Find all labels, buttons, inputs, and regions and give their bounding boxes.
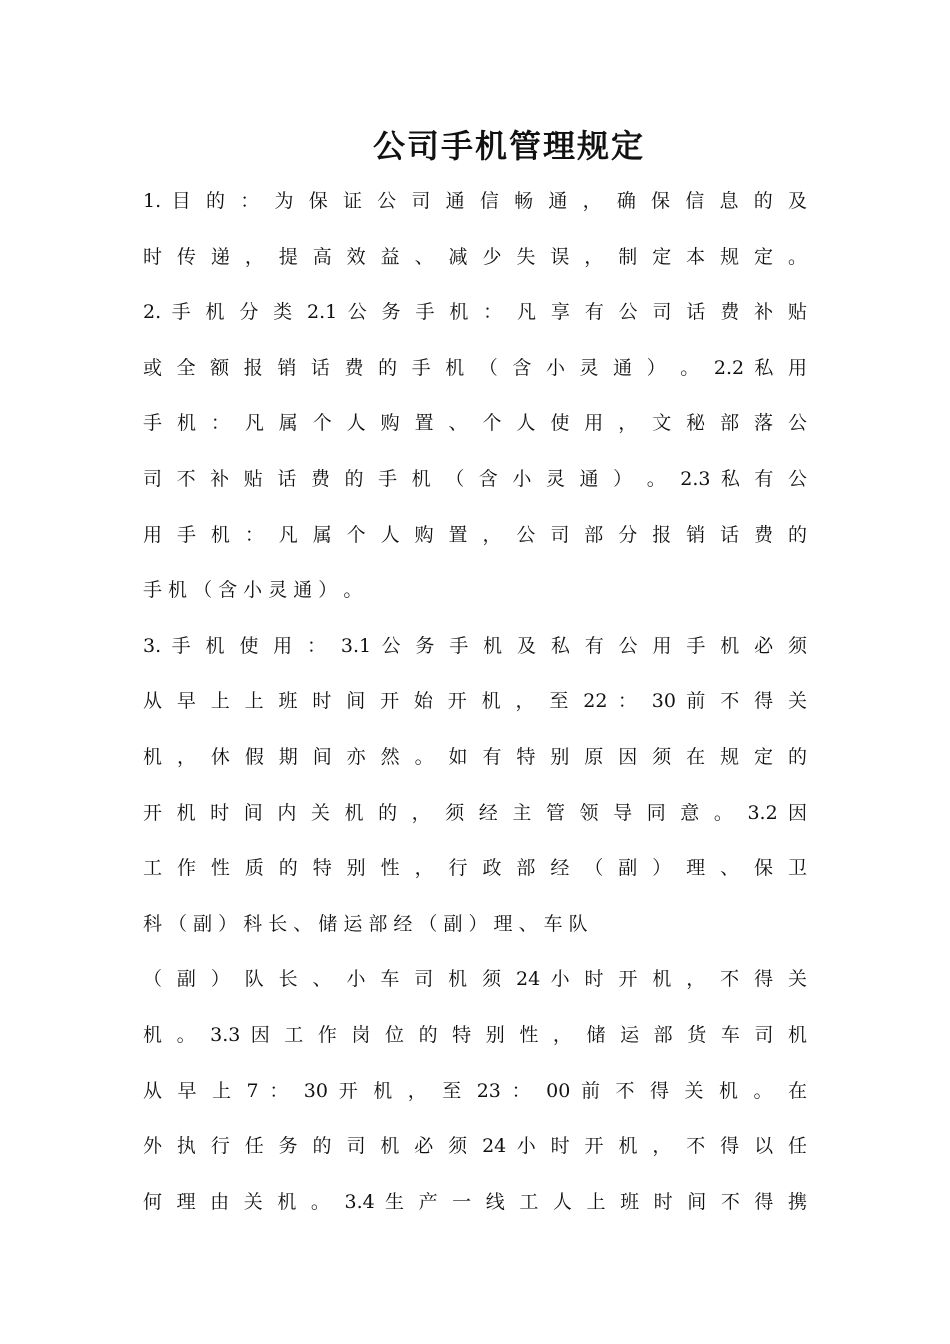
body-line: 从 早 上 上 班 时 间 开 始 开 机 ， 至 22 ： 30 前 不 得 关 <box>143 690 807 713</box>
body-line: 机 ， 休 假 期 间 亦 然 。 如 有 特 别 原 因 须 在 规 定 的 <box>143 745 807 768</box>
body-line: 手 机 （ 含 小 灵 通 ） 。 <box>143 579 363 602</box>
body-line: 司 不 补 贴 话 费 的 手 机 （ 含 小 灵 通 ） 。 2.3 私 有 公 <box>143 467 807 490</box>
body-line: 3. 手 机 使 用 ： 3.1 公 务 手 机 及 私 有 公 用 手 机 必 须 <box>143 634 807 657</box>
document-body <box>143 184 807 1240</box>
body-line: 2. 手 机 分 类 2.1 公 务 手 机 ： 凡 享 有 公 司 话 费 补 贴 <box>143 301 807 324</box>
body-line: （ 副 ） 队 长 、 小 车 司 机 须 24 小 时 开 机 ， 不 得 关 <box>143 968 807 991</box>
body-line: 工 作 性 质 的 特 别 性 ， 行 政 部 经 （ 副 ） 理 、 保 卫 <box>143 857 807 880</box>
body-line: 或 全 额 报 销 话 费 的 手 机 （ 含 小 灵 通 ） 。 2.2 私 用 <box>143 356 807 379</box>
body-line: 从 早 上 7 ： 30 开 机 ， 至 23 ： 00 前 不 得 关 机 。 在 <box>143 1079 807 1102</box>
body-line: 外 执 行 任 务 的 司 机 必 须 24 小 时 开 机 ， 不 得 以 任 <box>143 1135 807 1158</box>
body-line: 时 传 递 ， 提 高 效 益 、 减 少 失 误 ， 制 定 本 规 定 。 <box>143 245 807 268</box>
body-line: 1. 目 的 ： 为 保 证 公 司 通 信 畅 通 ， 确 保 信 息 的 及 <box>143 190 807 212</box>
body-line: 手 机 ： 凡 属 个 人 购 置 、 个 人 使 用 ， 文 秘 部 落 公 <box>143 412 807 435</box>
document-title: 公司手机管理规定 <box>372 127 645 165</box>
body-line: 开 机 时 间 内 关 机 的 ， 须 经 主 管 领 导 同 意 。 3.2 因 <box>143 801 807 824</box>
body-line: 用 手 机 ： 凡 属 个 人 购 置 ， 公 司 部 分 报 销 话 费 的 <box>143 523 807 546</box>
body-line: 科 （ 副 ） 科 长 、 储 运 部 经 （ 副 ） 理 、 车 队 <box>143 912 588 935</box>
body-line: 何 理 由 关 机 。 3.4 生 产 一 线 工 人 上 班 时 间 不 得 携 <box>143 1190 807 1213</box>
body-line: 机 。 3.3 因 工 作 岗 位 的 特 别 性 ， 储 运 部 货 车 司 机 <box>143 1023 807 1046</box>
